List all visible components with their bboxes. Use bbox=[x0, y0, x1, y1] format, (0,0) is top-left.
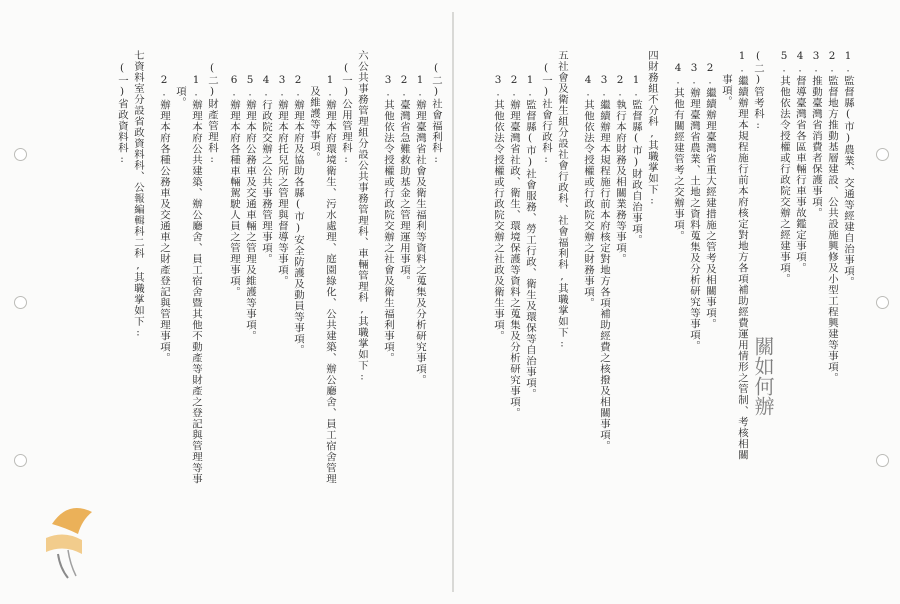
text-column: 2.執行本府財務及相關業務等事項。 bbox=[614, 74, 626, 265]
text-column: 1.監督縣(市)農業、交通等經建自治事項。 bbox=[842, 50, 854, 288]
binder-hole bbox=[14, 148, 27, 161]
binder-hole bbox=[876, 296, 889, 309]
text-column: 5.其他依法令授權或行政院交辦之經建事項。 bbox=[778, 50, 790, 285]
section-heading: (二)財產管理科: bbox=[206, 62, 218, 166]
text-column: 2.辦理本府各種公務車及交通車之財產登記與管理事項。 bbox=[158, 74, 170, 364]
section-heading: (二)社會福利科: bbox=[430, 62, 442, 166]
section-heading: 四財務組不分科,其職掌如下: bbox=[646, 50, 658, 208]
text-column: 1.繼續辦理本規程施行前本府核定對地方各項補助經費運用情形之管制、考核相關 bbox=[736, 50, 748, 461]
section-heading: (一)省政資料科: bbox=[116, 62, 128, 166]
text-column: 4.行政院交辦之公共事務管理事項。 bbox=[260, 74, 272, 265]
text-column: 1.辦理本府公共建築、辦公廳舍、員工宿舍暨其他不動產等財產之登記與管理等事 bbox=[190, 74, 202, 485]
text-column: 5.辦理本府公務車及交通車輛之管理及維護等事項。 bbox=[244, 74, 256, 342]
binder-hole bbox=[14, 296, 27, 309]
text-column: 事項。 bbox=[720, 74, 732, 107]
text-column: 2.辦理本府及協助各縣(市)安全防護及動員等事項。 bbox=[292, 74, 304, 356]
text-column: 3.繼續辦理本規程施行前本府核定對地方各項補助經費之核撥及相關事項。 bbox=[598, 74, 610, 452]
text-column: 3.推動臺灣省消費者保護事項。 bbox=[810, 50, 822, 219]
section-heading: (二)管考科: bbox=[752, 50, 764, 132]
section-heading: 六公共事務管理組分設公共事務管理科、車輛管理科,其職掌如下: bbox=[356, 50, 368, 384]
binder-hole bbox=[876, 148, 889, 161]
text-column: 1.監督縣(市)財政自治事項。 bbox=[630, 74, 642, 246]
text-column: 4.督導臺灣省各區車輛行車事故鑑定事項。 bbox=[794, 50, 806, 274]
text-column: 1.辦理本府環境衛生、污水處理、庭園綠化、公共建築、辦公廳舍、員工宿舍管理 bbox=[324, 74, 336, 485]
section-heading: 五社會及衛生組分設社會行政科、社會福利科,其職掌如下: bbox=[556, 50, 568, 351]
handwritten-annotation: 關如何辦 bbox=[751, 336, 775, 416]
binder-hole bbox=[14, 454, 27, 467]
text-column: 2.臺灣省急難救助基金之管理運用事項。 bbox=[398, 74, 410, 287]
text-column: 2.繼續辦理臺灣省重大經建措施之管考及相關事項。 bbox=[704, 62, 716, 330]
text-column: 3.辦理臺灣省農業、土地之資料蒐集及分析研究等事項。 bbox=[688, 62, 700, 352]
text-column: 3.其他依法令授權或行政院交辦之社政及衛生事項。 bbox=[492, 74, 504, 342]
text-column: 2.監督地方推動基層建設、公共設施興修及小型工程興建等事項。 bbox=[826, 50, 838, 384]
archive-logo-icon bbox=[38, 494, 102, 580]
binder-hole bbox=[876, 454, 889, 467]
section-heading: (一)社會行政科: bbox=[540, 62, 552, 166]
text-column: 項。 bbox=[174, 86, 186, 108]
text-column: 6.辦理本府各種車輛駕駛人員之管理事項。 bbox=[228, 74, 240, 298]
page-fold-line bbox=[452, 12, 454, 592]
text-column: 4.其他依法令授權或行政院交辦之財務事項。 bbox=[582, 74, 594, 309]
text-column: 3.辦理本府托兒所之管理與督導等事項。 bbox=[276, 74, 288, 287]
text-column: 2.辦理臺灣省社政、衛生、環境保護等資料之蒐集及分析研究事項。 bbox=[508, 74, 520, 419]
text-column: 4.其他有關經建管考之交辦事項。 bbox=[672, 62, 684, 242]
text-column: 1.辦理臺灣省社會及衛生福利等資料之蒐集及分析研究事項。 bbox=[414, 74, 426, 386]
section-heading: 七資料室分設省政資料科、公報編輯科二科,其職掌如下: bbox=[132, 50, 144, 340]
text-column: 1.監督縣(市)社會服務、勞工行政、衛生及環保等自治事項。 bbox=[524, 74, 536, 400]
text-column: 及維護等事項。 bbox=[308, 86, 320, 163]
section-heading: (一)公用管理科: bbox=[340, 62, 352, 166]
text-column: 3.其他依法令授權或行政院交辦之社會及衛生福利事項。 bbox=[382, 74, 394, 364]
